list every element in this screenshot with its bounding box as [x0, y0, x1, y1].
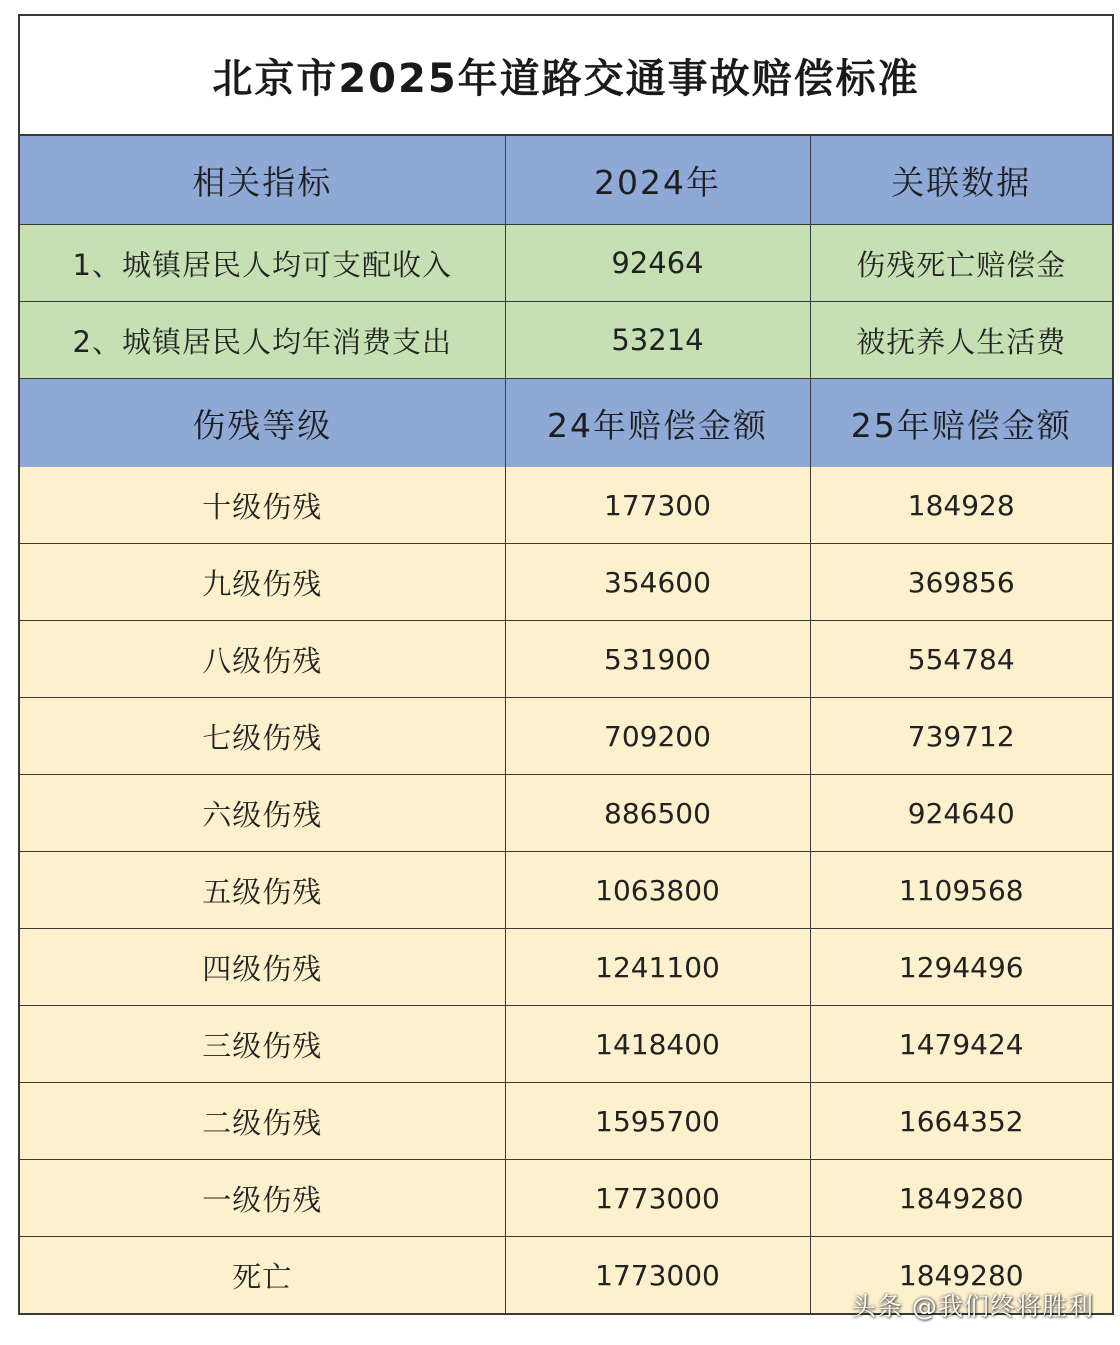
indicator-value: 53214 [505, 302, 810, 379]
amount-2024: 1241100 [505, 929, 810, 1006]
disability-level: 四级伤残 [20, 929, 505, 1006]
disability-row [20, 852, 1112, 929]
disability-level: 三级伤残 [20, 1006, 505, 1083]
disability-row [20, 1160, 1112, 1237]
header-cell-indicator: 相关指标 [20, 136, 505, 225]
disability-row [20, 544, 1112, 621]
disability-level: 二级伤残 [20, 1083, 505, 1160]
disability-level: 十级伤残 [20, 467, 505, 544]
disability-level: 九级伤残 [20, 544, 505, 621]
header-cell-level: 伤残等级 [20, 379, 505, 468]
amount-2025: 924640 [810, 775, 1112, 852]
disability-row [20, 1083, 1112, 1160]
page-title: 北京市2025年道路交通事故赔偿标准 [20, 16, 1112, 136]
disability-level: 七级伤残 [20, 698, 505, 775]
amount-2024: 709200 [505, 698, 810, 775]
disability-level: 一级伤残 [20, 1160, 505, 1237]
amount-2024: 1418400 [505, 1006, 810, 1083]
indicator-value: 92464 [505, 225, 810, 302]
amount-2025: 1849280 [810, 1160, 1112, 1237]
disability-rows [20, 467, 1112, 1313]
amount-2025: 1109568 [810, 852, 1112, 929]
disability-row [20, 775, 1112, 852]
disability-row [20, 698, 1112, 775]
compensation-table-sheet [18, 14, 1114, 1315]
disability-level: 八级伤残 [20, 621, 505, 698]
amount-2024: 1595700 [505, 1083, 810, 1160]
indicator-name: 1、城镇居民人均可支配收入 [20, 225, 505, 302]
indicator-related: 伤残死亡赔偿金 [810, 225, 1112, 302]
amount-2025: 739712 [810, 698, 1112, 775]
indicator-row [20, 302, 1112, 379]
amount-2024: 1063800 [505, 852, 810, 929]
indicator-header-row [20, 136, 1112, 225]
disability-row [20, 929, 1112, 1006]
disability-row [20, 1006, 1112, 1083]
disability-row [20, 467, 1112, 544]
amount-2024: 1773000 [505, 1160, 810, 1237]
header-cell-24-amount: 24年赔偿金额 [505, 379, 810, 468]
disability-level: 六级伤残 [20, 775, 505, 852]
compensation-table [20, 136, 1112, 1313]
amount-2025: 1294496 [810, 929, 1112, 1006]
header-cell-25-amount: 25年赔偿金额 [810, 379, 1112, 468]
amount-2025: 554784 [810, 621, 1112, 698]
disability-level: 五级伤残 [20, 852, 505, 929]
header-cell-2024: 2024年 [505, 136, 810, 225]
disability-header-row [20, 379, 1112, 468]
watermark: 头条 @我们终将胜利 [851, 1292, 1094, 1321]
amount-2024: 354600 [505, 544, 810, 621]
indicator-row [20, 225, 1112, 302]
amount-2024: 886500 [505, 775, 810, 852]
header-cell-related: 关联数据 [810, 136, 1112, 225]
disability-level: 死亡 [20, 1237, 505, 1314]
amount-2025: 1849280 [810, 1237, 1112, 1314]
amount-2024: 1773000 [505, 1237, 810, 1314]
amount-2025: 1479424 [810, 1006, 1112, 1083]
amount-2024: 177300 [505, 467, 810, 544]
indicator-name: 2、城镇居民人均年消费支出 [20, 302, 505, 379]
amount-2025: 1664352 [810, 1083, 1112, 1160]
indicator-related: 被抚养人生活费 [810, 302, 1112, 379]
amount-2024: 531900 [505, 621, 810, 698]
amount-2025: 184928 [810, 467, 1112, 544]
amount-2025: 369856 [810, 544, 1112, 621]
disability-row [20, 621, 1112, 698]
